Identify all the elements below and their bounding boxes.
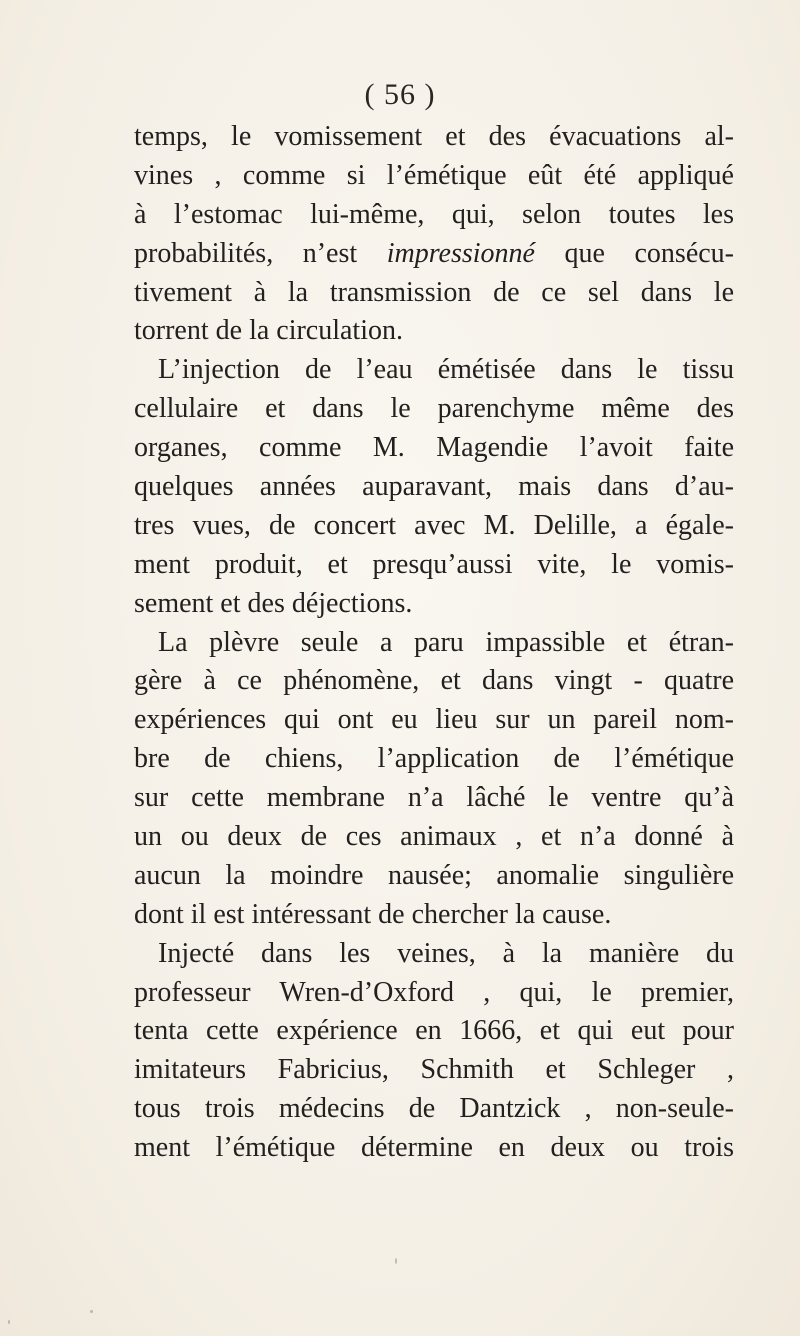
text-line: vines , comme si l’émétique eût été appliqué: [134, 159, 734, 191]
text-line: ment l’émétique détermine en deux ou trois: [134, 1132, 734, 1164]
text-line: [134, 235, 734, 274]
paragraph: [134, 118, 734, 351]
text-line: imitateurs Fabricius, Schmith et Schleger ,: [134, 1054, 734, 1086]
text-line: quelques années auparavant, mais dans d’au-: [134, 471, 734, 503]
text-line: tivement à la transmission de ce sel dans le: [134, 276, 734, 308]
paper-speck: [395, 1258, 397, 1264]
text-line: cellulaire et dans le parenchyme même des: [134, 393, 734, 425]
text-line: L’injection de l’eau émétisée dans le tissu: [158, 354, 734, 386]
text-line: professeur Wren-d’Oxford , qui, le premier,: [134, 976, 734, 1008]
text-line: tres vues, de concert avec M. Delille, a égale-: [134, 509, 734, 541]
text-line: à l’estomac lui-même, qui, selon toutes les: [134, 198, 734, 230]
text-line: La plèvre seule a paru impassible et étran-: [158, 626, 734, 658]
text-segment: que consécu-: [535, 237, 735, 269]
text-line: bre de chiens, l’application de l’émétique: [134, 743, 734, 775]
text-segment: probabilités, n’est: [134, 237, 387, 269]
text-line: sur cette membrane n’a lâché le ventre qu’à: [134, 782, 734, 814]
text-line: dont il est intéressant de chercher la cause.: [134, 898, 612, 930]
paragraph: [134, 624, 734, 935]
paper-speck: [8, 1320, 10, 1324]
text-line: sement et des déjections.: [134, 587, 413, 619]
text-line: Injecté dans les veines, à la manière du: [158, 937, 734, 969]
text-line: aucun la moindre nausée; anomalie singulière: [134, 859, 734, 891]
text-line: tenta cette expérience en 1666, et qui eut pour: [134, 1015, 734, 1047]
paper-speck: [90, 1310, 93, 1313]
text-line: ment produit, et presqu’aussi vite, le vomis-: [134, 548, 734, 580]
text-line: temps, le vomissement et des évacuations al-: [134, 121, 734, 152]
italic-word: impressionné: [386, 237, 535, 269]
text-line: tous trois médecins de Dantzick , non-seule-: [134, 1093, 734, 1125]
text-line: organes, comme M. Magendie l’avoit faite: [134, 432, 734, 464]
page-number: ( 56 ): [364, 78, 436, 111]
text-line: torrent de la circulation.: [134, 315, 403, 347]
text-line: gère à ce phénomène, et dans vingt - quatre: [134, 665, 734, 697]
body-text: [134, 118, 734, 1168]
paragraph: [134, 935, 734, 1168]
text-line: un ou deux de ces animaux , et n’a donné à: [134, 821, 734, 853]
text-line: expériences qui ont eu lieu sur un pareil nom-: [134, 704, 734, 736]
paragraph: [134, 351, 734, 623]
